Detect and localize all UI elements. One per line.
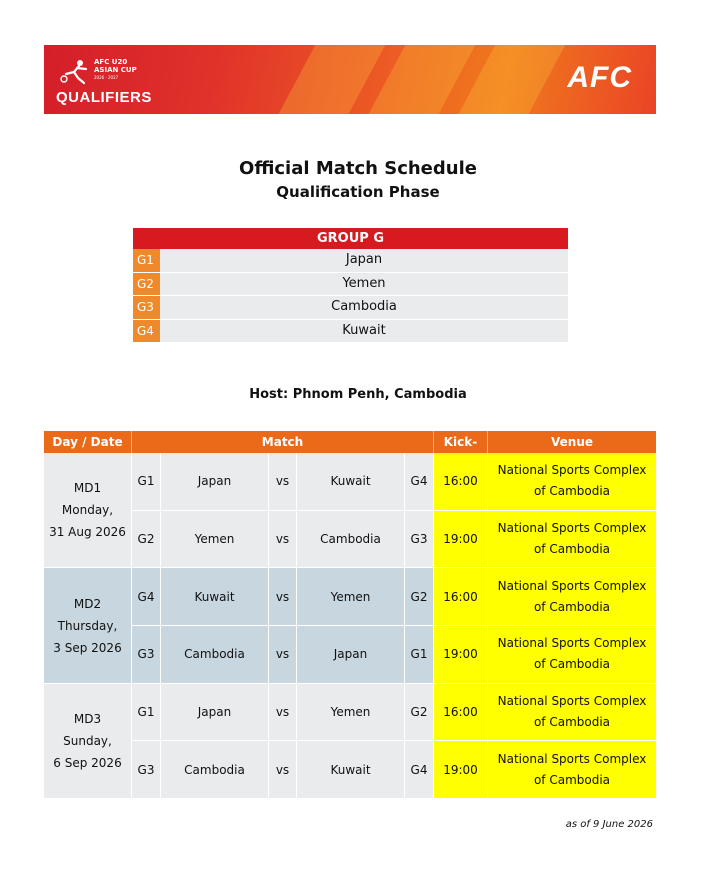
match-row bbox=[132, 453, 656, 511]
vs-label: vs bbox=[269, 453, 297, 510]
matchday-cell bbox=[44, 684, 132, 798]
kickoff-time: 16:00 bbox=[434, 453, 488, 510]
schedule-header bbox=[44, 431, 656, 453]
cup-years: 2026 · 2027 bbox=[94, 75, 119, 80]
header-day: Day / Date bbox=[44, 431, 132, 453]
team1-code: G2 bbox=[132, 511, 161, 568]
page-title: Official Match Schedule bbox=[239, 158, 477, 179]
team2-name: Yemen bbox=[297, 684, 405, 741]
group-row bbox=[133, 296, 568, 320]
kickoff-time: 19:00 bbox=[434, 741, 488, 798]
team2-name: Japan bbox=[297, 626, 405, 683]
kickoff-time: 16:00 bbox=[434, 568, 488, 625]
matchday-block bbox=[44, 684, 656, 799]
team1-name: Cambodia bbox=[161, 626, 269, 683]
kickoff-time: 19:00 bbox=[434, 626, 488, 683]
matchday-weekday: Sunday, bbox=[63, 733, 112, 748]
group-team: Cambodia bbox=[160, 296, 568, 319]
schedule-table bbox=[44, 431, 656, 799]
matchday-weekday: Thursday, bbox=[57, 618, 118, 633]
team2-name: Kuwait bbox=[297, 741, 405, 798]
host-label: Host: Phnom Penh, Cambodia bbox=[249, 387, 467, 402]
group-team: Kuwait bbox=[160, 320, 568, 343]
header-banner bbox=[44, 45, 656, 114]
kickoff-time: 19:00 bbox=[434, 511, 488, 568]
group-code: G3 bbox=[133, 296, 160, 319]
kickoff-time: 16:00 bbox=[434, 684, 488, 741]
matchday-block bbox=[44, 568, 656, 683]
match-row bbox=[132, 511, 656, 568]
matchday-block bbox=[44, 453, 656, 568]
team1-name: Japan bbox=[161, 684, 269, 741]
group-row bbox=[133, 273, 568, 297]
group-code: G2 bbox=[133, 273, 160, 296]
group-row bbox=[133, 320, 568, 344]
match-row bbox=[132, 684, 656, 742]
team1-name: Japan bbox=[161, 453, 269, 510]
team1-code: G1 bbox=[132, 684, 161, 741]
header-match: Match bbox=[132, 431, 434, 453]
as-of-date: as of 9 June 2026 bbox=[565, 819, 653, 830]
matchday-weekday: Monday, bbox=[61, 503, 114, 518]
vs-label: vs bbox=[269, 741, 297, 798]
header-kickoff: Kick- bbox=[434, 431, 488, 453]
team2-code: G1 bbox=[405, 626, 434, 683]
matchday-label: MD3 bbox=[73, 711, 102, 726]
matchday-date: 3 Sep 2026 bbox=[53, 640, 122, 655]
matchday-date: 31 Aug 2026 bbox=[49, 525, 126, 540]
match-row bbox=[132, 626, 656, 683]
cup-title-line2: ASIAN CUP bbox=[94, 66, 137, 74]
matchday-date: 6 Sep 2026 bbox=[53, 755, 122, 770]
venue: National Sports Complex of Cambodia bbox=[488, 741, 656, 798]
venue: National Sports Complex of Cambodia bbox=[488, 684, 656, 741]
team2-name: Kuwait bbox=[297, 453, 405, 510]
header-venue: Venue bbox=[551, 435, 593, 449]
team1-code: G1 bbox=[132, 453, 161, 510]
team1-name: Cambodia bbox=[161, 741, 269, 798]
qualifiers-label: QUALIFIERS bbox=[56, 89, 152, 106]
afc-logo: AFC bbox=[567, 61, 632, 94]
team1-code: G4 bbox=[132, 568, 161, 625]
team2-code: G4 bbox=[405, 453, 434, 510]
vs-label: vs bbox=[269, 684, 297, 741]
group-table bbox=[133, 228, 568, 343]
matchday-cell bbox=[44, 453, 132, 567]
team2-code: G3 bbox=[405, 511, 434, 568]
venue: National Sports Complex of Cambodia bbox=[488, 511, 656, 568]
venue: National Sports Complex of Cambodia bbox=[488, 568, 656, 625]
vs-label: vs bbox=[269, 568, 297, 625]
match-row bbox=[132, 741, 656, 798]
match-row bbox=[132, 568, 656, 626]
cup-title-line1: AFC U20 bbox=[94, 58, 128, 66]
team1-name: Yemen bbox=[161, 511, 269, 568]
team2-name: Cambodia bbox=[297, 511, 405, 568]
group-team: Japan bbox=[160, 249, 568, 272]
team2-name: Yemen bbox=[297, 568, 405, 625]
group-header: GROUP G bbox=[133, 228, 568, 249]
team2-code: G2 bbox=[405, 684, 434, 741]
vs-label: vs bbox=[269, 511, 297, 568]
team1-name: Kuwait bbox=[161, 568, 269, 625]
team2-code: G2 bbox=[405, 568, 434, 625]
group-code: G1 bbox=[133, 249, 160, 272]
group-code: G4 bbox=[133, 320, 160, 343]
venue: National Sports Complex of Cambodia bbox=[488, 626, 656, 683]
matchday-cell bbox=[44, 568, 132, 682]
matchday-label: MD1 bbox=[73, 481, 102, 496]
team1-code: G3 bbox=[132, 626, 161, 683]
vs-label: vs bbox=[269, 626, 297, 683]
team2-code: G4 bbox=[405, 741, 434, 798]
team1-code: G3 bbox=[132, 741, 161, 798]
group-row bbox=[133, 249, 568, 273]
page-subtitle: Qualification Phase bbox=[276, 183, 440, 201]
player-kicking-icon bbox=[60, 59, 94, 85]
group-team: Yemen bbox=[160, 273, 568, 296]
venue: National Sports Complex of Cambodia bbox=[488, 453, 656, 510]
matchday-label: MD2 bbox=[73, 596, 102, 611]
